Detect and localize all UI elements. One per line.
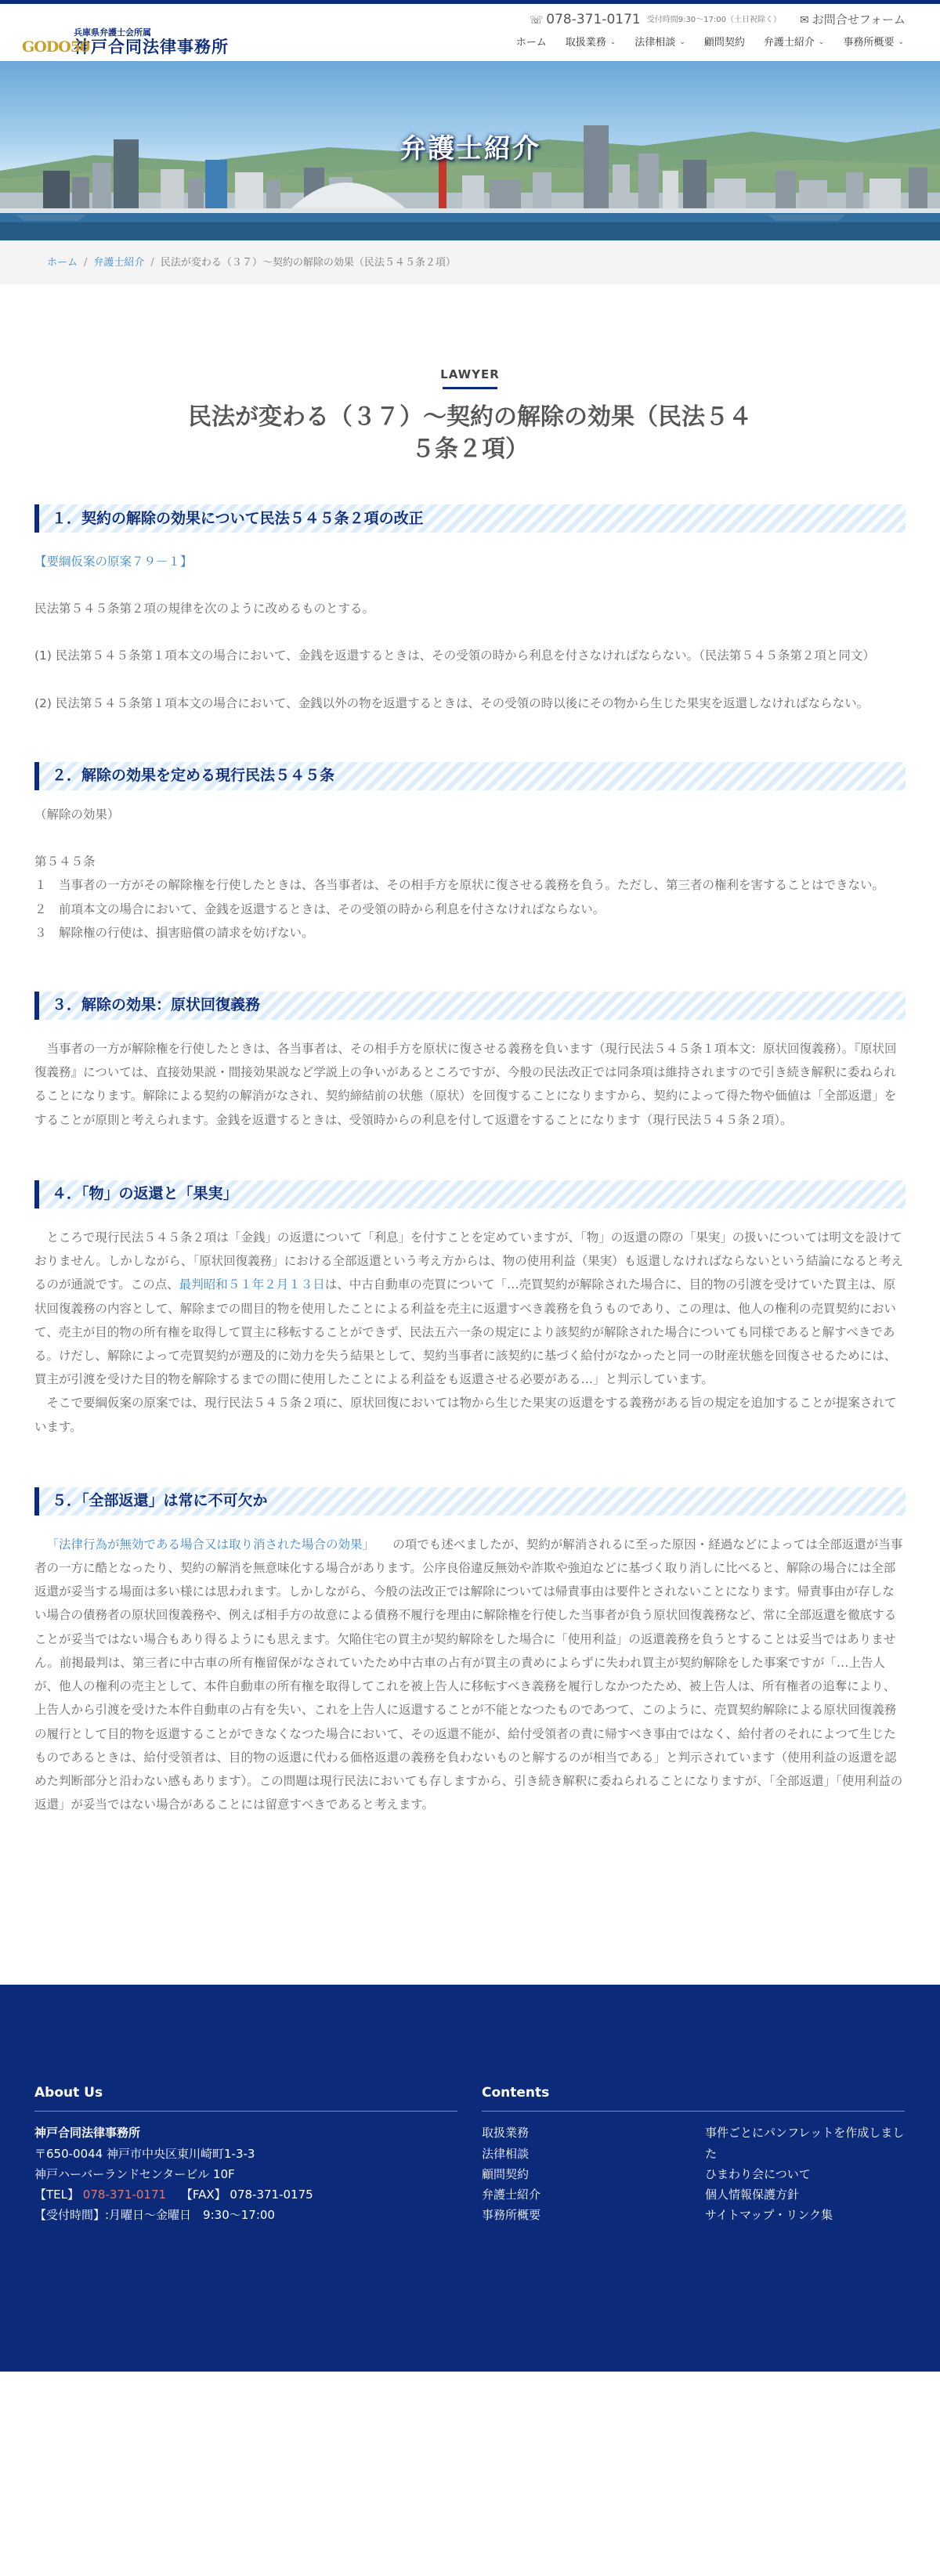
footer-contents: [482, 2086, 905, 2225]
paragraph: (2) 民法第５４５条第１項本文の場合において、金銭以外の物を返還するときは、その受領の時以後にその物から生じた果実を返還しなければならない。: [34, 695, 870, 710]
paragraph: ２ 前項本文の場合において、金銭を返還するときは、その受領の時から利息を付さなければならない。: [34, 901, 606, 916]
footer-about-heading: About Us: [34, 2086, 457, 2112]
site-footer: [0, 1985, 940, 2372]
footer-address-line: 神戸ハーバーランドセンタービル 10F: [34, 2166, 235, 2181]
paragraph: そこで要綱仮案の原案では、現行民法５４５条２項に、原状回復においては物から生じた果実の返還をする義務がある旨の規定を追加することが提案されています。: [34, 1396, 897, 1434]
logo-text: [74, 27, 229, 57]
paragraph: 第５４５条: [34, 854, 96, 869]
nav-item-lawyers[interactable]: [754, 38, 834, 48]
nav-label: 弁護士紹介: [763, 37, 815, 49]
section-label-underline: [443, 387, 497, 389]
header-contact-row: [530, 13, 906, 27]
nav-label: 法律相談: [634, 37, 676, 49]
contact-form-link[interactable]: お問合せフォーム: [812, 13, 906, 27]
paragraph: ３ 解除権の行使は、損害賠償の請求を妨げない。: [34, 925, 314, 940]
footer-about: [34, 2086, 457, 2225]
chevron-down-icon: ⌄: [898, 38, 904, 46]
paragraph: 民法第５４５条第２項の規律を次のように改めるものとする。: [34, 602, 375, 616]
header-phone-link[interactable]: 078-371-0171: [546, 12, 641, 27]
nav-item-services[interactable]: [556, 38, 626, 48]
reference-label: 【要綱仮案の原案７９－１】: [34, 555, 193, 569]
section-heading-1: １．契約の解除の効果について民法５４５条２項の改正: [34, 504, 906, 533]
nav-label: 取扱業務: [565, 37, 606, 49]
footer-link-retainer[interactable]: 顧問契約: [482, 2166, 530, 2181]
footer-contents-heading: Contents: [482, 2086, 905, 2112]
paragraph: (1) 民法第５４５条第１項本文の場合において、金銭を返還するときは、その受領の時から利息を付さなければならない。（民法第５４５条第２項と同文）: [34, 649, 875, 663]
footer-address-block: [34, 2123, 457, 2225]
logo-firm-name: 神戸合同法律事務所: [74, 38, 229, 57]
breadcrumb-home-link[interactable]: ホーム: [47, 256, 78, 269]
section-heading-4: ４．「物」の返還と「果実」: [34, 1180, 906, 1209]
footer-links-col1: [482, 2123, 705, 2225]
footer-links-col2: [705, 2123, 905, 2225]
global-nav: [507, 38, 913, 48]
paragraph-text: ところで現行民法５４５条２項は「金銭」の返還について「利息」を付すことを定めていますが、「物」の返還の際の「果実」の扱いについては明文を設けておりません。しかしながら、「原状回復義務」における全部返還という考え方からは、物の使用利益（果実）も返還しなければならないという結論になると考えるのが通説です。この点、: [34, 1230, 904, 1292]
page-title: 民法が変わる（３７）〜契約の解除の効果（民法５４５条２項）: [188, 403, 752, 463]
nav-item-home[interactable]: [507, 38, 556, 48]
nav-item-about[interactable]: [833, 38, 913, 48]
supreme-court-ruling-link[interactable]: 最判昭和５１年２月１３日: [179, 1277, 325, 1292]
footer-link-services[interactable]: 取扱業務: [482, 2126, 530, 2141]
paragraph: [34, 1533, 906, 1817]
footer-link-himawari[interactable]: ひまわり会について: [705, 2166, 811, 2181]
footer-link-lawyers[interactable]: 弁護士紹介: [482, 2188, 541, 2202]
logo-subtitle: 兵庫県弁護士会所属: [74, 27, 151, 38]
nav-label: 顧問契約: [703, 37, 745, 49]
paragraph-text: は、中古自動車の売買について「…売買契約が解除された場合に、目的物の引渡を受けていた買主は、原状回復義務の内容として、解除までの間目的物を使用したことによる利益を売主に返還すべき義務を負うものであり、この理は、他人の権利の売買契約において、売主が目的物の所有権を取得して買主に移転することができず、民法五六一条の規定により該契約が解除された場合についても同様であると解すべきである。けだし、解除によって売買契約が遡及的に効力を失う結果として、契約当事者に該契約に基づく給付がなかったと同一の財産状態を回復させるためには、買主が引渡を受けた目的物を解除するまでの間に使用したことによる利益をも返還させる必要がある…」と判示しています。: [34, 1277, 897, 1387]
chevron-down-icon: ⌄: [609, 38, 616, 46]
fax-label: 【FAX】: [180, 2188, 226, 2202]
footer-links: [482, 2123, 905, 2225]
related-article-link[interactable]: 「法律行為が無効である場合又は取り消された場合の効果」: [46, 1537, 375, 1552]
footer-link-sitemap[interactable]: サイトマップ・リンク集: [705, 2208, 833, 2223]
article-main: [0, 369, 940, 1816]
footer-tel-fax: [34, 2184, 457, 2205]
footer-link-privacy[interactable]: 個人情報保護方針: [705, 2188, 800, 2202]
nav-item-consultation[interactable]: [625, 38, 695, 48]
footer-tel-link[interactable]: 078-371-0171: [82, 2188, 167, 2202]
footer-fax: 078-371-0175: [230, 2188, 313, 2202]
breadcrumb: [0, 240, 940, 284]
paragraph: [34, 1226, 906, 1392]
logo-mark-text: GODO50: [22, 38, 90, 56]
site-logo[interactable]: [22, 27, 229, 57]
section-heading-3: ３．解除の効果：原状回復義務: [34, 992, 906, 1020]
nav-label: ホーム: [515, 37, 547, 49]
section-heading-2: ２．解除の効果を定める現行民法５４５条: [34, 762, 906, 790]
breadcrumb-separator: /: [84, 256, 88, 269]
section-label: LAWYER: [440, 367, 500, 381]
site-header: [0, 4, 940, 61]
header-hours: 受付時間9:30〜17:00（土日祝除く）: [646, 15, 781, 24]
section-heading-5: ５．「全部返還」は常に不可欠か: [34, 1487, 906, 1516]
nav-label: 事務所概要: [843, 37, 895, 49]
footer-link-about[interactable]: 事務所概要: [482, 2208, 541, 2223]
godo50-logo-mark: [22, 30, 90, 56]
footer-address-line: 〒650-0044 神戸市中央区東川崎町1-3-3: [34, 2146, 255, 2161]
breadcrumb-separator: /: [150, 256, 154, 269]
tel-label: 【TEL】: [34, 2188, 79, 2202]
hero-banner: [0, 61, 940, 240]
paragraph: １ 当事者の一方がその解除権を行使したときは、各当事者は、その相手方を原状に復させる義務を負う。ただし、第三者の権利を害することはできない。: [34, 878, 885, 893]
chevron-down-icon: ⌄: [818, 38, 825, 46]
paragraph: （解除の効果）: [34, 807, 120, 822]
footer-link-pamphlets[interactable]: 事件ごとにパンフレットを作成しました: [705, 2126, 905, 2161]
paragraph-text: の項でも述べましたが、契約が解消されるに至った原因・経過などによっては全部返還が当事者の一方に酷となったり、契約の解消を無意味化する場合があります。公序良俗違反無効や詐欺や強迫などに基づく取り消しに比べると、解除の場合には全部返還が妥当する場面は多い様には思われます。しかしながら、今般の法改正では解除については帰責事由は要件とされないことになります。帰責事由が存しない場合の債務者の原状回復義務や、例えば相手方の故意による債務不履行を理由に解除権を行使した当事者が負う原状回復義務など、常に全部返還を徹底することが妥当ではない場合もあり得るようにも思えます。欠陥住宅の買主が契約解除をした場合に「使用利益」の返還義務を負うとすることは妥当ではありません。前掲最判は、第三者に中古車の所有権留保がなされていたため中古車の占有が買主の責めによらずに失われ買主が契約解除をした事案ですが「…上告人が、他人の権利の売主として、本件自動車の所有権を取得してこれを被上告人に移転すべき義務を履行しなかつたため、被上告人は、所有権者の追奪により、上告人から引渡を受けた本件自動車の占有を失い、これを上告人に返還することが不能となつたものであつて、このように、売買契約解除による原状回復義務の履行として目的物を返還することができなくなつた場合において、その返還不能が、給付受領者の責に帰すべき事由ではなく、給付者のそれによつて生じたものであるときは、給付受領者は、目的物の返還に代わる価格返還の義務を負わないものと解するのが相当である」と判示されています（使用利益の返還を認めた判断部分と沿わない感もあります）。この問題は現行民法においても存しますから、引き続き解釈に委ねられることになりますが、「全部返還」「使用利益の返還」が妥当ではない場合があることには留意すべきであると考えます。: [34, 1537, 903, 1812]
paragraph: 当事者の一方が解除権を行使したときは、各当事者は、その相手方を原状に復させる義務を負います（現行民法５４５条１項本文：原状回復義務）。『原状回復義務』については、直接効果説・間接効果説など学説上の争いがあるところですが、今般の民法改正では同条項は維持されますので引き続き解釈に委ねられることになります。解除による契約の解消がなされ、契約締結前の状態（原状）を回復することになりますから、契約によって得た物や価値は「全部返還」をすることが原則と考えられます。金銭を返還するときは、受領時からの利息を付して返還をすることになります（現行民法５４５条２項）。: [34, 1041, 897, 1127]
nav-item-retainer[interactable]: [695, 38, 754, 48]
chevron-down-icon: ⌄: [679, 38, 685, 46]
breadcrumb-lawyers-link[interactable]: 弁護士紹介: [93, 256, 145, 269]
footer-link-consultation[interactable]: 法律相談: [482, 2146, 530, 2161]
footer-hours: 【受付時間】:月曜日～金曜日 9:30～17:00: [34, 2208, 275, 2223]
footer-firm-name: 神戸合同法律事務所: [34, 2126, 141, 2141]
breadcrumb-current: 民法が変わる（３７）〜契約の解除の効果（民法５４５条２項）: [160, 256, 456, 269]
mail-icon: ✉: [800, 13, 809, 27]
hero-title: 弁護士紹介: [400, 133, 540, 164]
phone-icon: ☏: [529, 13, 544, 27]
